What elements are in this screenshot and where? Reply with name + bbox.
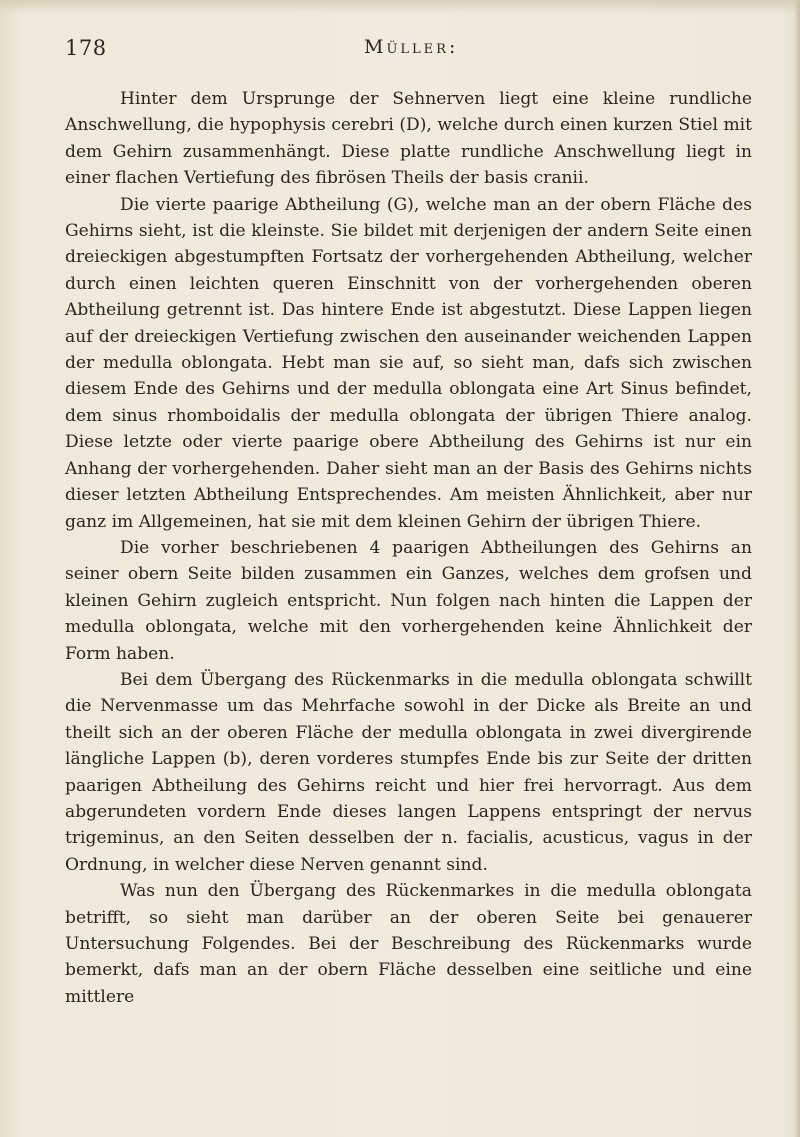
paragraph-medulla-transition: Bei dem Übergang des Rückenmarks in die medulla oblongata schwillt die Nervenmasse um das Mehrfache sowohl in der Dicke als Breite an und theilt sich an der oberen Fläche der medulla oblongata in zwei divergirende längliche Lappen (b), deren vorderes stumpfes Ende bis zur Seite der dritten paarigen Abtheilung des Gehirns reicht und hier frei hervorragt. Aus dem abgerundeten vordern Ende dieses langen Lappens entspringt der nervus trigeminus, an den Seiten desselben der n. facialis, acusticus, vagus in der Ordnung, in welcher diese Nerven genannt sind. [65, 669, 752, 875]
page-header [65, 36, 745, 68]
paragraph-hypophysis: Hinter dem Ursprunge der Sehnerven liegt eine kleine rundliche Anschwellung, die hypophysis cerebri (D), welche durch einen kurzen Stiel mit dem Gehirn zusammenhängt. Diese platte rundliche Anschwellung liegt in einer flachen Vertiefung des fibrösen Theils der basis cranii. [65, 89, 752, 189]
page-number: 178 [65, 36, 107, 60]
running-head: Müller: [364, 36, 459, 58]
paragraph-spinal-cord: Was nun den Übergang des Rückenmarkes in die medulla oblongata betrifft, so sieht man darüber an der oberen Seite bei genauerer Untersuchung Folgendes. Bei der Beschreibung des Rückenmarks wurde bemerkt, dafs man an der obern Fläche desselben eine seitliche und eine mittlere [65, 881, 752, 1007]
paragraph-four-divisions: Die vorher beschriebenen 4 paarigen Abtheilungen des Gehirns an seiner obern Seite bilden zusammen ein Ganzes, welches dem grofsen und kleinen Gehirn zugleich entspricht. Nun folgen nach hinten die Lappen der medulla oblongata, welche mit den vorhergehenden keine Ähnlichkeit der Form haben. [65, 537, 752, 664]
paragraph-fourth-division: Die vierte paarige Abtheilung (G), welche man an der obern Fläche des Gehirns sieht, ist die kleinste. Sie bildet mit derjenigen der andern Seite einen dreieckigen abgestumpften Fortsatz der vorhergehenden Abtheilung, welcher durch einen leichten queren Einschnitt von der vorhergehenden oberen Abtheilung getrennt ist. Das hintere Ende ist abgestutzt. Diese Lappen liegen auf der dreieckigen Vertiefung zwischen den auseinander weichenden Lappen der medulla oblongata. Hebt man sie auf, so sieht man, dafs sich zwischen diesem Ende des Gehirns und der medulla oblongata eine Art Sinus befindet, dem sinus rhomboidalis der medulla oblongata der übrigen Thiere analog. Diese letzte oder vierte paarige obere Abtheilung des Gehirns ist nur ein Anhang der vorhergehenden. Daher sieht man an der Basis des Gehirns nichts dieser letzten Abtheilung Entsprechendes. Am meisten Ähnlichkeit, aber nur ganz im Allgemeinen, hat sie mit dem kleinen Gehirn der übrigen Thiere. [65, 194, 752, 532]
body-text [65, 86, 752, 1010]
